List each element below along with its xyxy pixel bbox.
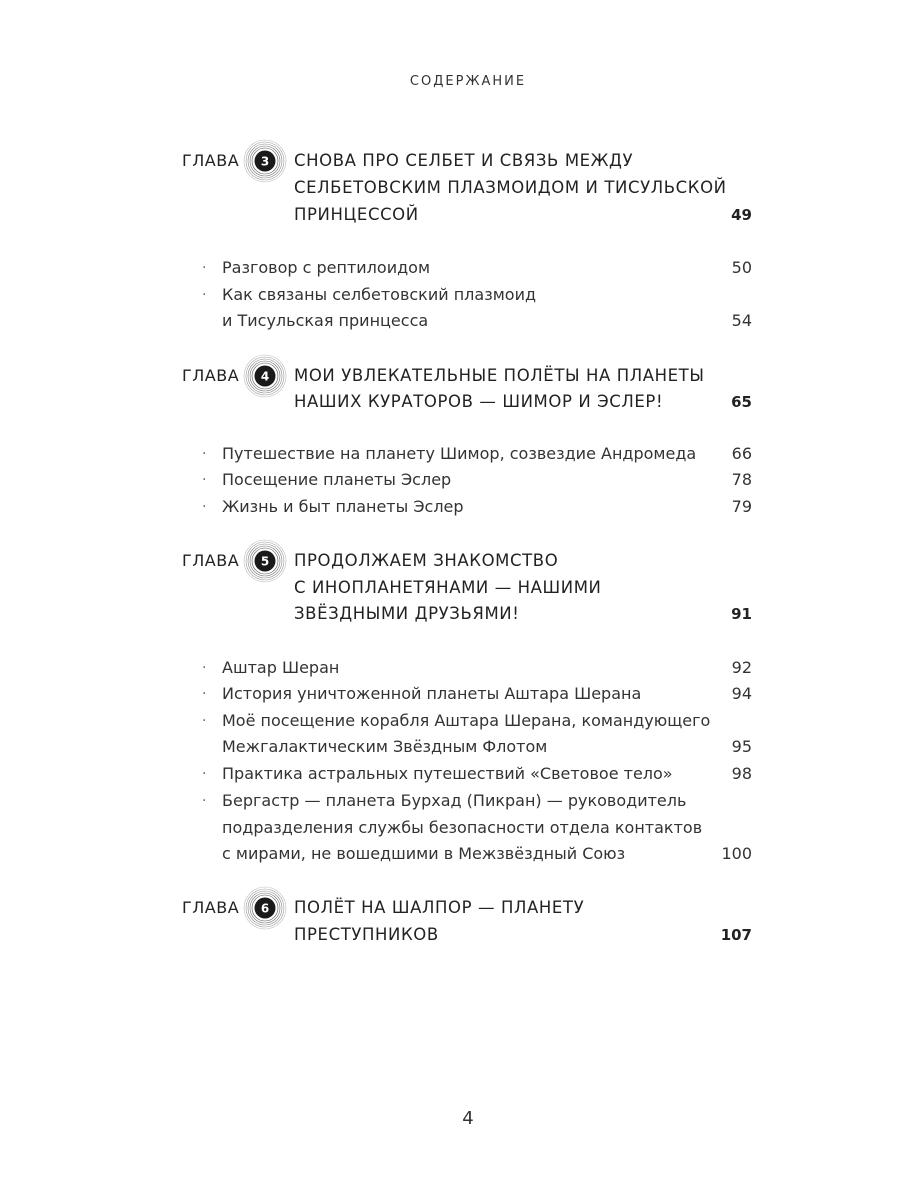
chapter-title-line: ПРОДОЛЖАЕМ ЗНАКОМСТВО xyxy=(294,551,559,570)
entry-page-number: 79 xyxy=(731,497,752,516)
chapter-number: 3 xyxy=(260,154,270,169)
chapter-label: ГЛАВА xyxy=(182,151,240,170)
chapter-number-badge xyxy=(243,539,287,583)
chapter-title-line: ПОЛЁТ НА ШАЛПОР — ПЛАНЕТУ xyxy=(294,898,585,917)
chapter-title-line: НАШИХ КУРАТОРОВ — ШИМОР И ЭСЛЕР! xyxy=(294,392,664,411)
concentric-rings-icon xyxy=(243,539,287,583)
entry-title-line: Межгалактическим Звёздным Флотом xyxy=(222,737,548,756)
chapter-page-number: 91 xyxy=(731,605,752,623)
entry-title-line: Бергастр — планета Бурхад (Пикран) — руководитель xyxy=(222,791,687,810)
chapter-label: ГЛАВА xyxy=(182,366,240,385)
entry-title-line: Посещение планеты Эслер xyxy=(222,470,452,489)
entry-title-line: Как связаны селбетовский плазмоид xyxy=(222,285,537,304)
chapter-title-line: ПРЕСТУПНИКОВ xyxy=(294,925,439,944)
chapter-number: 6 xyxy=(260,901,270,916)
bullet-icon: · xyxy=(202,446,207,462)
chapter-title-line: ЗВЁЗДНЫМИ ДРУЗЬЯМИ! xyxy=(294,604,520,623)
chapter-number: 4 xyxy=(260,369,270,384)
bullet-icon: · xyxy=(202,713,207,729)
chapter-title-line: СНОВА ПРО СЕЛБЕТ И СВЯЗЬ МЕЖДУ xyxy=(294,151,634,170)
chapter-title-line: СЕЛБЕТОВСКИМ ПЛАЗМОИДОМ И ТИСУЛЬСКОЙ xyxy=(294,178,727,197)
concentric-rings-icon xyxy=(243,139,287,183)
bullet-icon: · xyxy=(202,686,207,702)
chapter-title-line: ПРИНЦЕССОЙ xyxy=(294,205,419,224)
page-number: 4 xyxy=(462,1108,474,1129)
entry-title-line: Практика астральных путешествий «Световое тело» xyxy=(222,764,673,783)
entry-page-number: 95 xyxy=(731,737,752,756)
chapter-page-number: 49 xyxy=(731,206,752,224)
chapter-number: 5 xyxy=(260,554,270,569)
chapter-title-line: МОИ УВЛЕКАТЕЛЬНЫЕ ПОЛЁТЫ НА ПЛАНЕТЫ xyxy=(294,366,705,385)
entry-page-number: 92 xyxy=(731,658,752,677)
entry-page-number: 100 xyxy=(721,844,752,863)
entry-page-number: 66 xyxy=(731,444,752,463)
chapter-number-badge xyxy=(243,354,287,398)
chapter-page-number: 107 xyxy=(720,926,752,944)
entry-title-line: Разговор с рептилоидом xyxy=(222,258,431,277)
entry-title-line: и Тисульская принцесса xyxy=(222,311,429,330)
bullet-icon: · xyxy=(202,472,207,488)
concentric-rings-icon xyxy=(243,886,287,930)
bullet-icon: · xyxy=(202,660,207,676)
chapter-label: ГЛАВА xyxy=(182,898,240,917)
entry-page-number: 94 xyxy=(731,684,752,703)
bullet-icon: · xyxy=(202,287,207,303)
entry-page-number: 98 xyxy=(731,764,752,783)
entry-title-line: Аштар Шеран xyxy=(222,658,340,677)
chapter-title-line: С ИНОПЛАНЕТЯНАМИ — НАШИМИ xyxy=(294,578,602,597)
bullet-icon: · xyxy=(202,499,207,515)
entry-page-number: 78 xyxy=(731,470,752,489)
chapter-label: ГЛАВА xyxy=(182,551,240,570)
entry-title-line: История уничтоженной планеты Аштара Шерана xyxy=(222,684,642,703)
entry-title-line: подразделения службы безопасности отдела контактов xyxy=(222,818,703,837)
bullet-icon: · xyxy=(202,260,207,276)
entry-title-line: Моё посещение корабля Аштара Шерана, командующего xyxy=(222,711,711,730)
bullet-icon: · xyxy=(202,793,207,809)
entry-title-line: Жизнь и быт планеты Эслер xyxy=(222,497,464,516)
entry-page-number: 50 xyxy=(731,258,752,277)
running-head: СОДЕРЖАНИЕ xyxy=(409,74,527,89)
entry-title-line: Путешествие на планету Шимор, созвездие Андромеда xyxy=(222,444,697,463)
chapter-number-badge xyxy=(243,139,287,183)
chapter-page-number: 65 xyxy=(731,393,752,411)
concentric-rings-icon xyxy=(243,354,287,398)
bullet-icon: · xyxy=(202,766,207,782)
chapter-number-badge xyxy=(243,886,287,930)
entry-page-number: 54 xyxy=(731,311,752,330)
entry-title-line: с мирами, не вошедшими в Межзвёздный Союз xyxy=(222,844,626,863)
